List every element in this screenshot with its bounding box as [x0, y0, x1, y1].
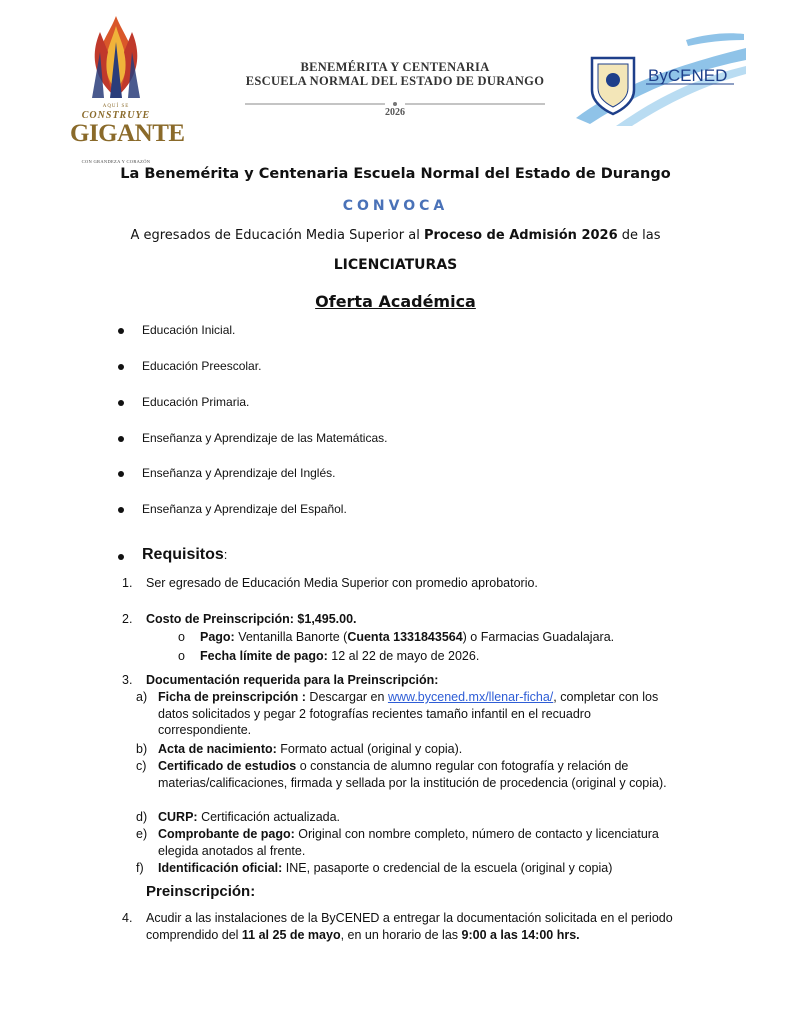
doc-text: Certificación actualizada. [197, 810, 341, 824]
logo-construye-gigante [70, 12, 185, 164]
intro-text-c: de las [617, 228, 661, 243]
bullet-icon [118, 364, 124, 370]
cuenta-number: Cuenta 1331843564 [347, 630, 463, 644]
doc-text: o constancia de alumno regular con fotografía y relación de materias/calificaciones, firmada y sellada por la institución de procedencia (original y copia). [158, 759, 667, 790]
institution-name: La Benemérita y Centenaria Escuela Normal del Estado de Durango [120, 166, 671, 182]
doc-letter: a) [136, 690, 148, 704]
licenciaturas-heading: LICENCIATURAS [333, 257, 458, 273]
pago-text-c: ) o Farmacias Guadalajara. [462, 630, 615, 644]
logo-small-text: AQUÍ SE [102, 104, 130, 109]
doc-letter: b) [136, 742, 148, 756]
pago-text-a: Ventanilla Banorte ( [234, 630, 348, 644]
bullet-icon [118, 328, 124, 334]
oferta-item-text: Educación Primaria. [142, 395, 250, 409]
bullet-icon [118, 471, 124, 477]
requisito-1-text: Ser egresado de Educación Media Superior con promedio aprobatorio. [146, 576, 538, 590]
doc-text: Original con nombre completo, número de contacto y licenciatura elegida anotados al frente. [158, 827, 659, 858]
logo-gigante-text: GIGANTE [70, 120, 185, 147]
costo-text: Costo de Preinscripción: $1,495.00. [146, 612, 357, 626]
fecha-value: 12 al 22 de mayo de 2026. [327, 649, 480, 663]
item-number: 4. [122, 911, 133, 925]
doc-text-post: , completar con los datos solicitados y pegar 2 fotografías recientes tamaño infantil en el recuadro correspondiente. [158, 690, 659, 737]
logo-bycened [576, 28, 746, 128]
sub-bullet-icon: o [178, 649, 185, 663]
flame-logo-icon [70, 12, 162, 104]
bullet-icon [118, 554, 124, 560]
preins-dates: 11 al 25 de mayo [241, 928, 341, 942]
header-title-line2: ESCUELA NORMAL DEL ESTADO DE DURANGO [245, 74, 545, 88]
doc-label: Ficha de preinscripción : [158, 690, 306, 704]
doc-letter: e) [136, 827, 148, 841]
doc-label: Comprobante de pago: [158, 827, 295, 841]
ficha-link[interactable]: www.bycened.mx/llenar-ficha/ [387, 690, 554, 704]
bullet-icon [118, 507, 124, 513]
bullet-icon [118, 400, 124, 406]
header-year: 2026 [385, 107, 405, 118]
doc-label: Certificado de estudios [158, 759, 297, 773]
doc-text: Formato actual (original y copia). [276, 742, 463, 756]
doc-label: Identificación oficial: [158, 861, 283, 875]
item-number: 3. [122, 673, 133, 687]
header-title-line1: BENEMÉRITA Y CENTENARIA [300, 60, 490, 74]
logo-tagline: CON GRANDEZA Y CORAZÓN [81, 159, 151, 164]
convoca-heading: CONVOCA [342, 198, 449, 214]
doc-letter: c) [136, 759, 147, 773]
fecha-label: Fecha límite de pago: [200, 649, 328, 663]
oferta-item-text: Enseñanza y Aprendizaje de las Matemáticas. [142, 431, 388, 445]
doc-text: INE, pasaporte o credencial de la escuela (original y copia) [282, 861, 613, 875]
preinscripcion-heading: Preinscripción: [146, 883, 256, 900]
doc-label: CURP: [158, 810, 198, 824]
documentacion-heading: Documentación requerida para la Preinscripción: [146, 673, 439, 687]
logo-construye-text: CONSTRUYE [81, 110, 151, 121]
pago-label: Pago: [200, 630, 235, 644]
institution-header [230, 60, 560, 118]
bullet-icon [118, 436, 124, 442]
oferta-heading: Oferta Académica [315, 292, 476, 311]
oferta-item-text: Educación Preescolar. [142, 359, 262, 373]
doc-letter: d) [136, 810, 148, 824]
preins-text-3: , en un horario de las [340, 928, 462, 942]
doc-letter: f) [136, 861, 144, 875]
doc-text: Descargar en [305, 690, 388, 704]
convocatoria-intro [0, 228, 791, 243]
bycened-logo-text: ByCENED [648, 66, 728, 85]
requisitos-colon: : [223, 547, 228, 562]
preins-hours: 9:00 a las 14:00 hrs. [461, 928, 580, 942]
item-number: 1. [122, 576, 133, 590]
intro-text-a: A egresados de Educación Media Superior al [130, 228, 424, 243]
requisitos-heading-text: Requisitos [142, 546, 224, 563]
preins-text-1: Acudir a las instalaciones de la ByCENED a entregar la documentación solicitada en el periodo comprendido del [146, 911, 673, 942]
oferta-item-text: Educación Inicial. [142, 323, 236, 337]
oferta-item-text: Enseñanza y Aprendizaje del Español. [142, 502, 347, 516]
item-number: 2. [122, 612, 133, 626]
oferta-item-text: Enseñanza y Aprendizaje del Inglés. [142, 466, 336, 480]
sub-bullet-icon: o [178, 630, 185, 644]
doc-label: Acta de nacimiento: [158, 742, 277, 756]
intro-text-bold: Proceso de Admisión 2026 [423, 228, 618, 243]
